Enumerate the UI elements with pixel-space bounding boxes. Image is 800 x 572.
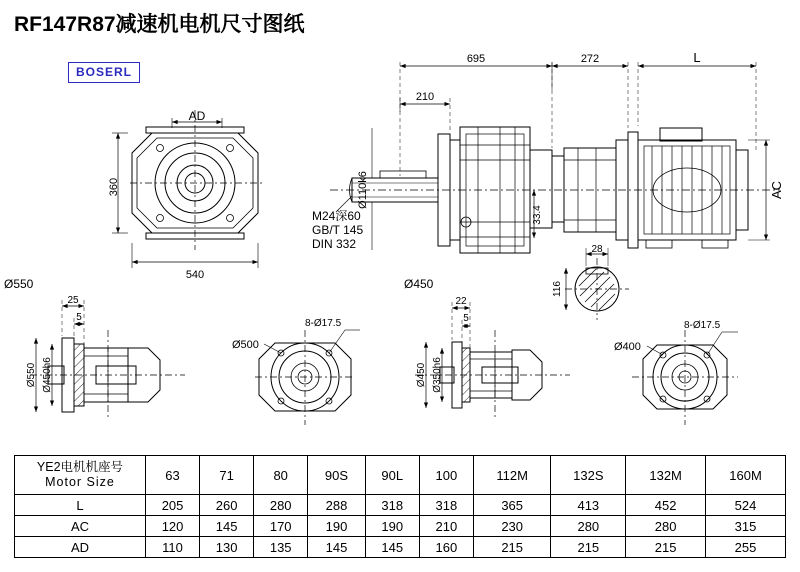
- dim-28-label: 28: [591, 244, 603, 255]
- dim-272-label: 272: [580, 53, 600, 65]
- table-size-cell: 160M: [706, 456, 786, 495]
- table-cell: 190: [308, 516, 366, 537]
- table-cell: 288: [308, 495, 366, 516]
- table-row: [15, 456, 786, 495]
- table-cell: 413: [551, 495, 626, 516]
- view-flange-left-section: [30, 300, 185, 420]
- table-cell: 280: [551, 516, 626, 537]
- table-cell: 135: [254, 537, 308, 558]
- table-cell: 365: [473, 495, 551, 516]
- dia-110-label: Ø110k6: [357, 171, 369, 209]
- table-row: [15, 537, 786, 558]
- table-size-cell: 63: [146, 456, 200, 495]
- page-title: RF147R87减速机电机尺寸图纸: [14, 13, 305, 36]
- holes-left-label: 8-Ø17.5: [305, 318, 342, 329]
- table-size-cell: 90L: [365, 456, 419, 495]
- table-cell: 120: [146, 516, 200, 537]
- table-row-label: L: [15, 495, 146, 516]
- table-size-cell: 112M: [473, 456, 551, 495]
- table-header-label-cn: YE2电机机座号: [36, 460, 124, 474]
- table-row-label: AD: [15, 537, 146, 558]
- dia-400-label: Ø400: [614, 341, 641, 353]
- table-cell: 145: [308, 537, 366, 558]
- table-cell: 190: [365, 516, 419, 537]
- table-cell: 205: [146, 495, 200, 516]
- dia-350-v-label: Ø350h6: [432, 357, 443, 393]
- table-cell: 280: [254, 495, 308, 516]
- dim-210-label: 210: [415, 91, 435, 103]
- table-cell: 452: [626, 495, 706, 516]
- table-cell: 160: [419, 537, 473, 558]
- table-cell: 260: [200, 495, 254, 516]
- table-cell: 110: [146, 537, 200, 558]
- table-cell: 230: [473, 516, 551, 537]
- table-header-label-en: Motor Size: [45, 475, 115, 489]
- table-size-cell: 100: [419, 456, 473, 495]
- dia-450-label: Ø450: [404, 277, 434, 291]
- table-size-cell: 71: [200, 456, 254, 495]
- table-header-label: [15, 456, 146, 495]
- table-cell: 318: [419, 495, 473, 516]
- table-row: [15, 495, 786, 516]
- dia-500-label: Ø500: [232, 339, 259, 351]
- view-gearbox-front: [112, 110, 262, 268]
- dim-AD-label: AD: [188, 109, 206, 123]
- standard-gb-label: GB/T 145: [312, 223, 364, 237]
- table-cell: 215: [551, 537, 626, 558]
- table-cell: 145: [365, 537, 419, 558]
- motor-size-table: [14, 455, 786, 558]
- view-flange-left-front: [255, 330, 360, 425]
- dim-22-label: 22: [455, 296, 467, 307]
- table-size-cell: 90S: [308, 456, 366, 495]
- dim-5-left-label: 5: [76, 312, 82, 323]
- brand-logo: BOSERL: [68, 62, 140, 83]
- view-flange-right-front: [632, 330, 738, 425]
- table-cell: 318: [365, 495, 419, 516]
- dim-25-label: 25: [67, 295, 79, 306]
- table-cell: 130: [200, 537, 254, 558]
- dim-5-right-label: 5: [463, 313, 469, 324]
- table-cell: 280: [626, 516, 706, 537]
- table-cell: 524: [706, 495, 786, 516]
- standard-din-label: DIN 332: [312, 237, 357, 251]
- dim-33-4-label: 33.4: [532, 205, 543, 225]
- table-cell: 210: [419, 516, 473, 537]
- dia-450-v-label: Ø450h6: [42, 357, 53, 393]
- table-cell: 255: [706, 537, 786, 558]
- table-size-cell: 80: [254, 456, 308, 495]
- table-row: [15, 516, 786, 537]
- table-row-label: AC: [15, 516, 146, 537]
- table-size-cell: 132M: [626, 456, 706, 495]
- table-cell: 170: [254, 516, 308, 537]
- dia-550-label: Ø550: [4, 277, 34, 291]
- dim-360-label: 360: [108, 177, 120, 197]
- thread-spec-label: M24深60: [312, 209, 361, 223]
- dim-695-label: 695: [466, 53, 486, 65]
- dim-116-label: 116: [552, 281, 563, 297]
- table-cell: 145: [200, 516, 254, 537]
- dim-L-label: L: [693, 50, 701, 65]
- dia-550-v-label: Ø550: [26, 362, 37, 388]
- table-cell: 215: [473, 537, 551, 558]
- dia-450-v2-label: Ø450: [416, 362, 427, 388]
- holes-right-label: 8-Ø17.5: [684, 320, 721, 331]
- dim-540-label: 540: [185, 269, 205, 281]
- table-size-cell: 132S: [551, 456, 626, 495]
- table-cell: 315: [706, 516, 786, 537]
- dim-AC-label: AC: [769, 180, 784, 200]
- table-cell: 215: [626, 537, 706, 558]
